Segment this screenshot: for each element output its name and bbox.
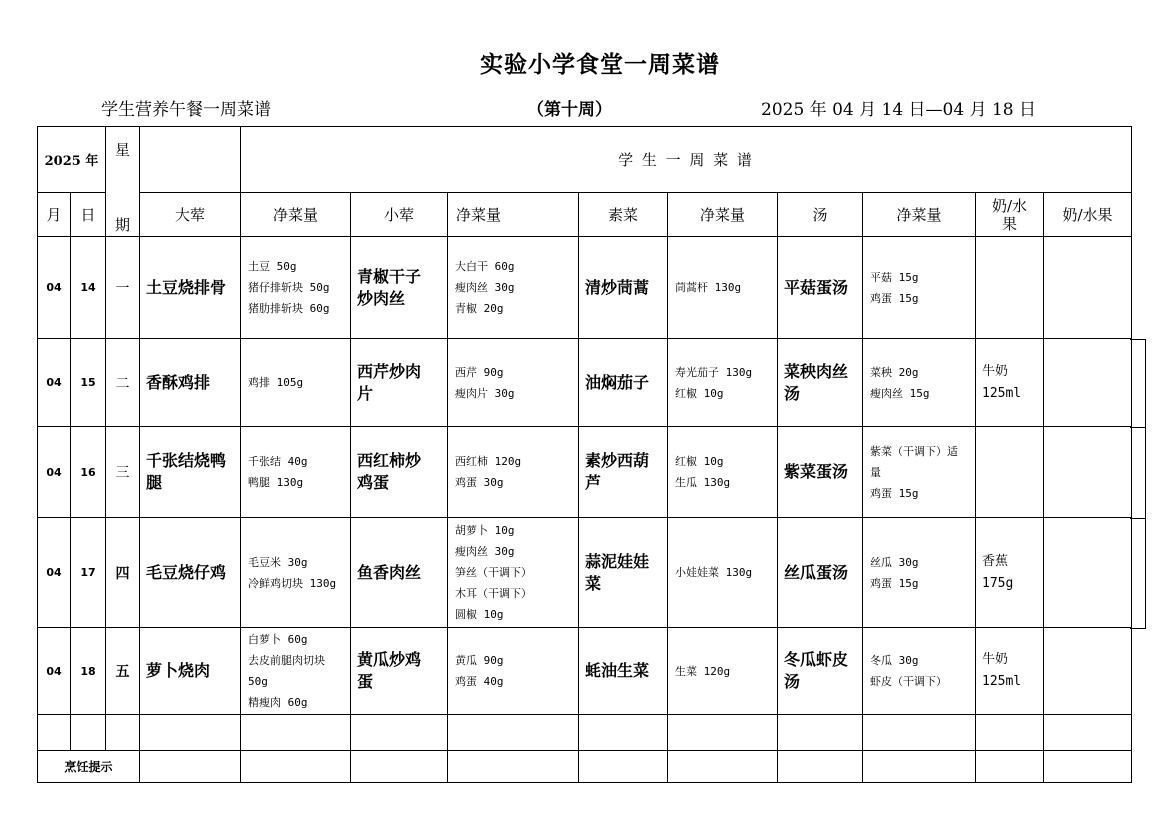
milk-fruit-cell [976, 237, 1044, 339]
year-header: 2025 年 [38, 127, 106, 193]
soup-cell: 菜秧肉丝 汤 [778, 339, 863, 427]
soup-cell: 冬瓜虾皮 汤 [778, 628, 863, 715]
soup-qty-cell: 紫菜（干调下）适 量 鸡蛋 15g [863, 427, 976, 518]
day-cell: 15 [71, 339, 106, 427]
weekday-cell: 一 [106, 237, 140, 339]
empty-row [38, 715, 1132, 751]
small-qty-cell: 大白干 60g 瘦肉丝 30g 青椒 20g [448, 237, 579, 339]
veg-qty-cell: 生菜 120g [668, 628, 778, 715]
veg-cell: 油焖茄子 [579, 339, 668, 427]
subtitle-left: 学生营养午餐一周菜谱 [101, 100, 271, 120]
month-cell: 04 [38, 518, 71, 628]
week-label: （第十周） [527, 100, 612, 120]
veg-cell: 蒜泥娃娃 菜 [579, 518, 668, 628]
soup-cell: 紫菜蛋汤 [778, 427, 863, 518]
veg-cell: 清炒茼蒿 [579, 237, 668, 339]
table-edge-line [1130, 339, 1146, 340]
table-edge-line [1145, 339, 1146, 629]
menu-row [38, 427, 1132, 518]
small-meat-cell: 西芹炒肉 片 [351, 339, 448, 427]
menu-row [38, 339, 1132, 427]
milk-fruit-cell-b [1044, 628, 1132, 715]
weekday-cell: 三 [106, 427, 140, 518]
soup-qty-cell: 丝瓜 30g 鸡蛋 15g [863, 518, 976, 628]
day-cell: 18 [71, 628, 106, 715]
weekly-menu-header: 学 生 一 周 菜 谱 [241, 127, 1132, 193]
day-header: 日 [71, 193, 106, 237]
menu-row [38, 628, 1132, 715]
small-qty-cell: 胡萝卜 10g 瘦肉丝 30g 笋丝（干调下） 木耳（干调下） 圆椒 10g [448, 518, 579, 628]
weekday-cell: 四 [106, 518, 140, 628]
main-qty-cell: 鸡排 105g [241, 339, 351, 427]
main-qty-cell: 白萝卜 60g 去皮前腿肉切块 50g 精瘦肉 60g [241, 628, 351, 715]
veg-qty-cell: 小娃娃菜 130g [668, 518, 778, 628]
veg-qty-cell: 红椒 10g 生瓜 130g [668, 427, 778, 518]
soup-qty-cell: 菜秧 20g 瘦肉丝 15g [863, 339, 976, 427]
main-dish-cell: 萝卜烧肉 [140, 628, 241, 715]
milk-fruit-cell-b [1044, 518, 1132, 628]
soup-qty-cell: 平菇 15g 鸡蛋 15g [863, 237, 976, 339]
blank-header-cell [140, 127, 241, 193]
milk-fruit-cell-b [1044, 237, 1132, 339]
milk-fruit-cell: 香蕉 175g [976, 518, 1044, 628]
milk-fruit-cell-b [1044, 427, 1132, 518]
month-cell: 04 [38, 339, 71, 427]
cooking-tip-label: 烹饪提示 [38, 751, 140, 783]
menu-table [37, 126, 1132, 783]
milk-fruit-header-a: 奶/水果 [976, 193, 1044, 237]
milk-fruit-cell-b [1044, 339, 1132, 427]
small-qty-cell: 黄瓜 90g 鸡蛋 40g [448, 628, 579, 715]
main-qty-cell: 土豆 50g 猪仔排斩块 50g 猪肋排斩块 60g [241, 237, 351, 339]
menu-row [38, 237, 1132, 339]
soup-cell: 平菇蛋汤 [778, 237, 863, 339]
soup-qty-header: 净菜量 [863, 193, 976, 237]
soup-cell: 丝瓜蛋汤 [778, 518, 863, 628]
weekday-header: 星 期 [106, 127, 140, 237]
month-cell: 04 [38, 427, 71, 518]
main-dish-cell: 千张结烧鸭 腿 [140, 427, 241, 518]
main-dish-cell: 毛豆烧仔鸡 [140, 518, 241, 628]
soup-qty-cell: 冬瓜 30g 虾皮（干调下） [863, 628, 976, 715]
table-edge-line [1130, 628, 1146, 629]
milk-fruit-cell: 牛奶 125ml [976, 339, 1044, 427]
main-qty-header: 净菜量 [241, 193, 351, 237]
main-qty-cell: 毛豆米 30g 冷鲜鸡切块 130g [241, 518, 351, 628]
small-qty-cell: 西芹 90g 瘦肉片 30g [448, 339, 579, 427]
small-qty-header: 净菜量 [448, 193, 579, 237]
veg-cell: 蚝油生菜 [579, 628, 668, 715]
main-dish-header: 大荤 [140, 193, 241, 237]
cooking-tip-row [38, 751, 1132, 783]
milk-fruit-cell: 牛奶 125ml [976, 628, 1044, 715]
small-meat-header: 小荤 [351, 193, 448, 237]
table-edge-line [1130, 427, 1146, 428]
month-header: 月 [38, 193, 71, 237]
veg-qty-cell: 寿光茄子 130g 红椒 10g [668, 339, 778, 427]
page-title: 实验小学食堂一周菜谱 [480, 51, 720, 78]
table-edge-line [1130, 518, 1146, 519]
soup-header: 汤 [778, 193, 863, 237]
weekday-cell: 五 [106, 628, 140, 715]
veg-cell: 素炒西葫 芦 [579, 427, 668, 518]
small-meat-cell: 鱼香肉丝 [351, 518, 448, 628]
small-meat-cell: 黄瓜炒鸡 蛋 [351, 628, 448, 715]
milk-fruit-header-b: 奶/水果 [1044, 193, 1132, 237]
main-dish-cell: 土豆烧排骨 [140, 237, 241, 339]
day-cell: 14 [71, 237, 106, 339]
day-cell: 17 [71, 518, 106, 628]
main-qty-cell: 千张结 40g 鸭腿 130g [241, 427, 351, 518]
month-cell: 04 [38, 628, 71, 715]
month-cell: 04 [38, 237, 71, 339]
small-meat-cell: 西红柿炒 鸡蛋 [351, 427, 448, 518]
menu-row [38, 518, 1132, 628]
milk-fruit-cell [976, 427, 1044, 518]
small-qty-cell: 西红柿 120g 鸡蛋 30g [448, 427, 579, 518]
date-range: 2025 年 04 月 14 日—04 月 18 日 [761, 100, 1037, 120]
day-cell: 16 [71, 427, 106, 518]
veg-header: 素菜 [579, 193, 668, 237]
veg-qty-cell: 茼蒿杆 130g [668, 237, 778, 339]
small-meat-cell: 青椒干子 炒肉丝 [351, 237, 448, 339]
main-dish-cell: 香酥鸡排 [140, 339, 241, 427]
veg-qty-header: 净菜量 [668, 193, 778, 237]
weekday-cell: 二 [106, 339, 140, 427]
